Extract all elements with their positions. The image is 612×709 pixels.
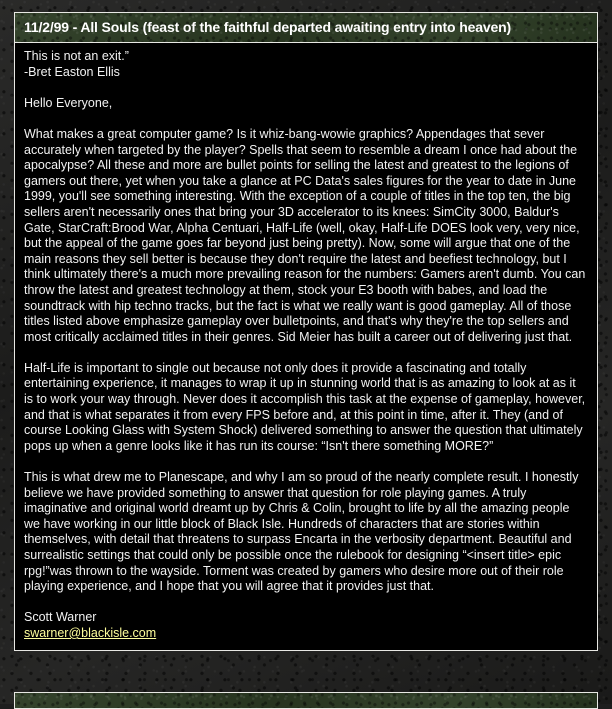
epigraph-attribution: -Bret Easton Ellis — [24, 64, 120, 79]
body-paragraph-1: What makes a great computer game? Is it whiz-bang-wowie graphics? Appendages that sever accurately when targeted by the player? Spells that seem to resemble a dream I once had about the apocalypse? All these and more are bullet points for selling the latest and greatest to the legions of gamers out there, yet when you take a glance at PC Data's sales figures for the year to date in June 1999, you'll see something interesting. With the exception of a couple of titles in the top ten, the big sellers aren't necessarily ones that bring your 3D accelerator to its knees: SimCity 3000, Baldur's Gate, StarCraft:Brood War, Alpha Centuari, Half-Life (well, okay, Half-Life DOES look very, very nice, but the appeal of the game goes far beyond just being pretty). Now, some will argue that one of the main reasons they sell better is because they don't require the latest and beefiest technology, but I think ultimately there's a much more prevailing reason for the numbers: Gamers aren't dumb. You can throw the latest and greatest technology at them, stock your E3 booth with babes, and load the soundtrack with hip techno tracks, but the fact is what we really want is good gameplay. All of those titles listed above emphasize gameplay over bulletpoints, and that's why they're the top sellers and most critically acclaimed titles in their genres. Sid Meier has built a career out of delivering just that. — [24, 126, 586, 344]
body-paragraph-3: This is what drew me to Planescape, and why I am so proud of the nearly complete result. I honestly believe we have provided something to answer that question for role playing games. A truly imaginative and original world dreamt up by Chris & Colin, brought to life by all the amazing people we have working in our little block of Black Isle. Hundreds of characters that are stories within themselves, with detail that threatens to surpass Encarta in the verbosity department. Beautiful and surrealistic settings that could only be possible once the rulebook for designing “<insert title> epic rpg!”was thrown to the wayside. Torment was created by gamers who desire more out of their role playing experience, and I hope that you will agree that it provides just that. — [24, 470, 579, 594]
entry-body — [14, 43, 598, 651]
greeting-text: Hello Everyone, — [24, 95, 113, 110]
signature-name: Scott Warner — [24, 610, 97, 625]
epigraph-block — [24, 49, 588, 80]
entry-header-title: 11/2/99 - All Souls (feast of the faithful departed awaiting entry into heaven) — [14, 12, 598, 43]
author-email-link[interactable]: swarner@blackisle.com — [24, 625, 157, 640]
body-paragraph-2: Half-Life is important to single out because not only does it provide a fascinating and totally entertaining experience, it manages to wrap it up in stunning world that is as amazing to look at as it is to work your way through. Never does it accomplish this task at the expense of gameplay, however, and that is what separates it from every FPS before and, at this point in time, after it. They (and of course Looking Glass with System Shock) delivered something to answer the question that ultimately pops up when a genre looks like it has run its course: “Isn't there something MORE?” — [24, 360, 586, 453]
journal-entry-panel — [14, 12, 598, 651]
signature-block — [24, 610, 588, 641]
next-entry-header-title — [14, 692, 598, 709]
epigraph-text: This is not an exit.” — [24, 49, 129, 63]
next-journal-entry-panel — [14, 692, 598, 709]
